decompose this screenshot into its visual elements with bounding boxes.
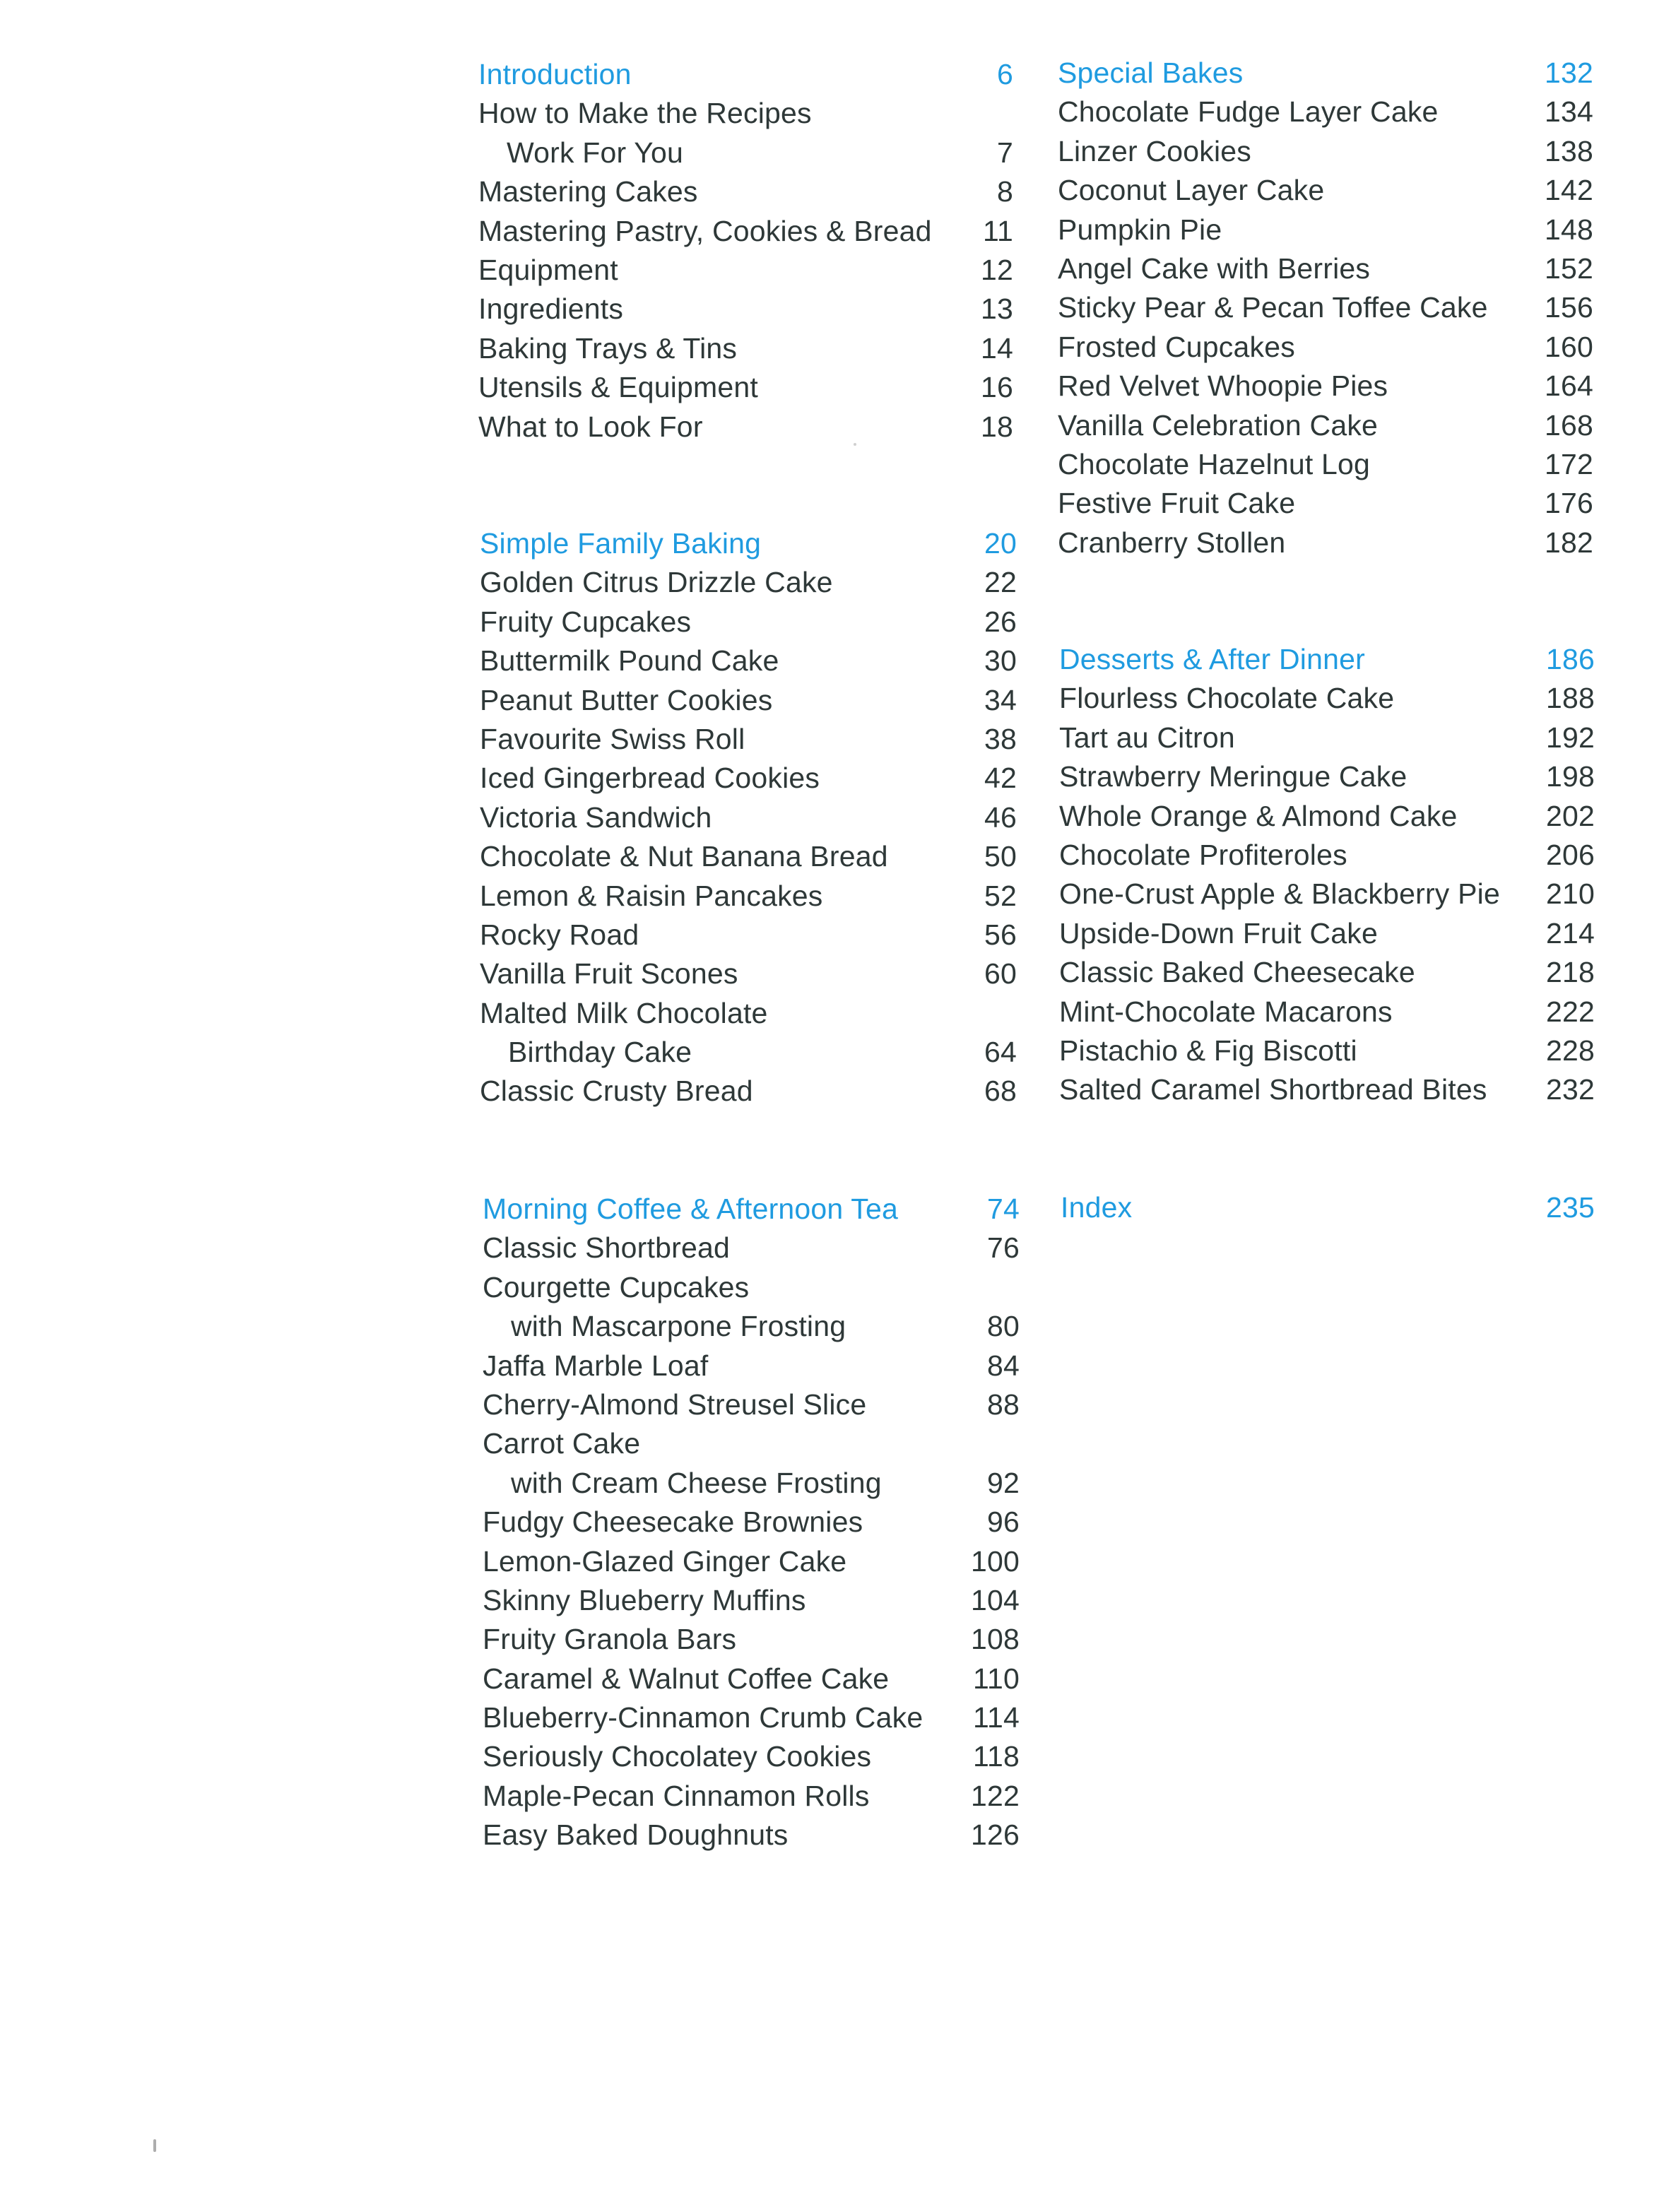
toc-entry-title: Work For You bbox=[507, 136, 684, 169]
toc-entry[interactable] bbox=[1058, 484, 1593, 523]
toc-entry[interactable] bbox=[480, 837, 1017, 876]
toc-entry[interactable] bbox=[483, 1385, 1020, 1424]
toc-entry-title: Tart au Citron bbox=[1059, 721, 1235, 754]
toc-entry-title: Angel Cake with Berries bbox=[1058, 252, 1371, 285]
toc-entry-title: What to Look For bbox=[478, 410, 703, 443]
toc-entry-title: How to Make the Recipes bbox=[478, 97, 812, 130]
toc-entry[interactable] bbox=[1058, 249, 1593, 288]
toc-entry-title: Malted Milk Chocolate bbox=[480, 996, 768, 1029]
toc-entry[interactable] bbox=[1059, 797, 1595, 836]
toc-entry-page: 18 bbox=[980, 410, 1013, 443]
section-heading[interactable] bbox=[483, 1190, 1020, 1229]
section-heading-title: Introduction bbox=[478, 58, 632, 90]
toc-entry[interactable] bbox=[480, 1033, 1017, 1072]
toc-entry-page: 60 bbox=[984, 957, 1017, 990]
toc-entry[interactable] bbox=[478, 134, 1013, 172]
toc-entry[interactable] bbox=[1058, 93, 1593, 131]
toc-entry-page: 168 bbox=[1544, 408, 1593, 442]
toc-entry-page: 108 bbox=[970, 1623, 1020, 1656]
toc-entry-title: Mastering Pastry, Cookies & Bread bbox=[478, 214, 932, 247]
toc-entry-title: Red Velvet Whoopie Pies bbox=[1058, 369, 1388, 403]
toc-entry-title: Baking Trays & Tins bbox=[478, 331, 738, 365]
toc-entry-title: Chocolate & Nut Banana Bread bbox=[480, 840, 888, 873]
toc-entry-page: 172 bbox=[1544, 447, 1593, 480]
toc-entry-title: Mastering Cakes bbox=[478, 175, 698, 208]
toc-entry[interactable] bbox=[480, 563, 1017, 602]
toc-entry[interactable] bbox=[480, 916, 1017, 954]
toc-entry-title: Equipment bbox=[478, 253, 618, 286]
toc-entry-page: 16 bbox=[980, 371, 1013, 404]
toc-entry-page: 12 bbox=[980, 253, 1013, 286]
toc-entry-page: 118 bbox=[973, 1740, 1020, 1773]
toc-entry-title: Golden Citrus Drizzle Cake bbox=[480, 566, 833, 599]
toc-entry-page: 122 bbox=[970, 1779, 1020, 1812]
toc-entry-page: 96 bbox=[986, 1506, 1020, 1539]
toc-entry-title: Vanilla Celebration Cake bbox=[1058, 408, 1379, 442]
toc-entry-page: 126 bbox=[970, 1818, 1020, 1852]
toc-entry[interactable] bbox=[1058, 288, 1593, 327]
toc-entry[interactable] bbox=[483, 1424, 1020, 1463]
toc-entry[interactable] bbox=[1058, 524, 1593, 562]
toc-entry[interactable] bbox=[1058, 211, 1593, 249]
section-heading-title: Desserts & After Dinner bbox=[1059, 643, 1365, 675]
toc-entry[interactable] bbox=[478, 290, 1013, 329]
toc-entry-page: 80 bbox=[986, 1310, 1020, 1343]
toc-entry-page: 110 bbox=[973, 1662, 1020, 1695]
toc-entry[interactable] bbox=[480, 877, 1017, 916]
toc-entry-page: 46 bbox=[984, 800, 1017, 834]
toc-entry-page: 134 bbox=[1544, 95, 1593, 129]
toc-entry-title: Pumpkin Pie bbox=[1058, 213, 1222, 246]
toc-entry[interactable] bbox=[478, 212, 1013, 251]
toc-entry-title: Sticky Pear & Pecan Toffee Cake bbox=[1058, 291, 1488, 324]
toc-entry-page: 92 bbox=[986, 1466, 1020, 1499]
toc-entry-page: 22 bbox=[984, 566, 1017, 599]
toc-entry-page: 138 bbox=[1544, 134, 1593, 167]
toc-entry[interactable] bbox=[1059, 679, 1595, 718]
toc-entry-title: Iced Gingerbread Cookies bbox=[480, 762, 820, 795]
toc-entry[interactable] bbox=[1059, 836, 1595, 875]
toc-entry-page: 11 bbox=[983, 214, 1013, 247]
toc-entry-page: 38 bbox=[984, 722, 1017, 755]
section-heading-title: Index bbox=[1061, 1191, 1133, 1224]
toc-entry-title: Whole Orange & Almond Cake bbox=[1059, 799, 1458, 832]
toc-entry[interactable] bbox=[1059, 953, 1595, 992]
toc-entry-page: 7 bbox=[996, 136, 1013, 169]
toc-entry-title: Classic Baked Cheesecake bbox=[1059, 956, 1415, 989]
toc-entry[interactable] bbox=[478, 408, 1013, 446]
toc-entry-page: 160 bbox=[1544, 330, 1593, 363]
toc-entry-page: 222 bbox=[1545, 995, 1595, 1028]
toc-entry-page: 142 bbox=[1544, 174, 1593, 207]
toc-entry-page: 182 bbox=[1544, 526, 1593, 559]
toc-entry[interactable] bbox=[483, 1307, 1020, 1346]
toc-entry-page: 68 bbox=[984, 1075, 1017, 1108]
toc-entry-title: Seriously Chocolatey Cookies bbox=[483, 1740, 872, 1773]
toc-entry-page: 30 bbox=[984, 644, 1017, 678]
toc-entry[interactable] bbox=[1058, 171, 1593, 210]
toc-entry[interactable] bbox=[480, 641, 1017, 680]
toc-section-special-bakes bbox=[1058, 54, 1593, 562]
section-heading-title: Morning Coffee & Afternoon Tea bbox=[483, 1193, 898, 1225]
section-heading-title: Special Bakes bbox=[1058, 57, 1244, 89]
toc-entry-page: 214 bbox=[1545, 916, 1595, 950]
toc-entry-title: Jaffa Marble Loaf bbox=[483, 1349, 709, 1382]
toc-entry-title: Peanut Butter Cookies bbox=[480, 683, 773, 716]
toc-entry-page: 188 bbox=[1545, 682, 1595, 715]
toc-entry-page: 52 bbox=[984, 879, 1017, 912]
toc-entry-title: Coconut Layer Cake bbox=[1058, 174, 1325, 207]
toc-entry[interactable] bbox=[483, 1816, 1020, 1855]
toc-entry[interactable] bbox=[1058, 367, 1593, 406]
section-heading[interactable] bbox=[1061, 1188, 1595, 1227]
toc-entry[interactable] bbox=[1059, 993, 1595, 1031]
toc-entry-page: 206 bbox=[1545, 838, 1595, 871]
toc-entry-title: Vanilla Fruit Scones bbox=[480, 957, 738, 990]
toc-entry-page: 8 bbox=[996, 175, 1013, 208]
toc-entry-page: 56 bbox=[984, 918, 1017, 951]
toc-section-index bbox=[1061, 1188, 1595, 1227]
toc-entry[interactable] bbox=[483, 1464, 1020, 1503]
toc-entry-page: 13 bbox=[980, 292, 1013, 326]
toc-section-simple-family-baking bbox=[480, 524, 1017, 1111]
toc-entry[interactable] bbox=[1058, 328, 1593, 367]
section-heading[interactable] bbox=[1059, 640, 1595, 679]
toc-entry-title: Cherry-Almond Streusel Slice bbox=[483, 1388, 867, 1421]
toc-entry-page: 34 bbox=[984, 683, 1017, 716]
toc-entry[interactable] bbox=[480, 994, 1017, 1033]
toc-entry-title: Chocolate Hazelnut Log bbox=[1058, 447, 1371, 480]
toc-section-introduction bbox=[478, 55, 1013, 446]
toc-entry[interactable] bbox=[1059, 1070, 1595, 1109]
section-heading-page: 20 bbox=[984, 527, 1017, 560]
toc-entry[interactable] bbox=[483, 1737, 1020, 1776]
toc-entry-title: Flourless Chocolate Cake bbox=[1059, 682, 1395, 715]
toc-entry[interactable] bbox=[483, 1777, 1020, 1816]
toc-entry-page: 64 bbox=[984, 1036, 1017, 1069]
toc-entry-title: Maple-Pecan Cinnamon Rolls bbox=[483, 1779, 870, 1812]
toc-entry-title: Linzer Cookies bbox=[1058, 134, 1251, 167]
toc-entry-title: Lemon-Glazed Ginger Cake bbox=[483, 1544, 847, 1578]
toc-entry-title: Strawberry Meringue Cake bbox=[1059, 760, 1408, 793]
toc-entry-page: 192 bbox=[1545, 721, 1595, 754]
toc-entry-title: with Mascarpone Frosting bbox=[511, 1310, 846, 1343]
toc-entry-page: 76 bbox=[986, 1231, 1020, 1265]
toc-entry[interactable] bbox=[478, 251, 1013, 290]
toc-entry[interactable] bbox=[483, 1698, 1020, 1737]
toc-entry[interactable] bbox=[1058, 445, 1593, 484]
section-heading-page: 186 bbox=[1545, 643, 1595, 675]
toc-entry[interactable] bbox=[478, 94, 1013, 133]
toc-entry-page: 228 bbox=[1545, 1034, 1595, 1067]
toc-entry-title: Courgette Cupcakes bbox=[483, 1270, 750, 1303]
toc-entry-title: Buttermilk Pound Cake bbox=[480, 644, 779, 678]
toc-entry-title: Favourite Swiss Roll bbox=[480, 722, 745, 755]
toc-entry-page: 42 bbox=[984, 762, 1017, 795]
toc-entry-page: 232 bbox=[1545, 1073, 1595, 1106]
toc-entry-page: 148 bbox=[1544, 213, 1593, 246]
toc-entry-page: 218 bbox=[1545, 956, 1595, 989]
toc-entry-page: 114 bbox=[973, 1701, 1020, 1734]
toc-entry-title: Chocolate Profiteroles bbox=[1059, 838, 1347, 871]
toc-entry-title: Festive Fruit Cake bbox=[1058, 487, 1296, 520]
toc-entry[interactable] bbox=[480, 954, 1017, 993]
toc-entry[interactable] bbox=[480, 603, 1017, 641]
toc-section-morning-coffee bbox=[483, 1190, 1020, 1855]
scan-speck bbox=[153, 2139, 156, 2152]
toc-entry-title: Frosted Cupcakes bbox=[1058, 330, 1295, 363]
toc-entry-page: 100 bbox=[970, 1544, 1020, 1578]
toc-entry-page: 152 bbox=[1544, 252, 1593, 285]
toc-entry-title: Fruity Granola Bars bbox=[483, 1623, 737, 1656]
toc-entry-title: Fudgy Cheesecake Brownies bbox=[483, 1506, 863, 1539]
toc-entry-title: Upside-Down Fruit Cake bbox=[1059, 916, 1378, 950]
toc-entry-title: Caramel & Walnut Coffee Cake bbox=[483, 1662, 890, 1695]
toc-entry[interactable] bbox=[483, 1660, 1020, 1698]
section-heading[interactable] bbox=[480, 524, 1017, 563]
toc-entry-page: 156 bbox=[1544, 291, 1593, 324]
toc-entry-page: 88 bbox=[986, 1388, 1020, 1421]
toc-entry-page: 164 bbox=[1544, 369, 1593, 403]
section-heading-title: Simple Family Baking bbox=[480, 527, 762, 560]
toc-entry-title: Classic Shortbread bbox=[483, 1231, 730, 1265]
toc-entry[interactable] bbox=[483, 1268, 1020, 1307]
toc-section-desserts bbox=[1059, 640, 1595, 1110]
toc-entry[interactable] bbox=[483, 1347, 1020, 1385]
toc-entry-title: Classic Crusty Bread bbox=[480, 1075, 753, 1108]
toc-entry[interactable] bbox=[1059, 718, 1595, 757]
toc-entry-title: Birthday Cake bbox=[508, 1036, 692, 1069]
toc-entry-page: 26 bbox=[984, 605, 1017, 638]
toc-entry-title: Skinny Blueberry Muffins bbox=[483, 1583, 806, 1616]
toc-entry-title: Fruity Cupcakes bbox=[480, 605, 692, 638]
toc-entry[interactable] bbox=[480, 681, 1017, 720]
section-heading-page: 6 bbox=[996, 58, 1013, 90]
toc-entry-title: One-Crust Apple & Blackberry Pie bbox=[1059, 877, 1500, 911]
section-heading-page: 74 bbox=[986, 1193, 1020, 1225]
toc-entry-title: Cranberry Stollen bbox=[1058, 526, 1286, 559]
section-heading-page: 132 bbox=[1544, 57, 1593, 89]
toc-entry[interactable] bbox=[483, 1229, 1020, 1267]
toc-entry[interactable] bbox=[483, 1620, 1020, 1659]
toc-entry-title: Salted Caramel Shortbread Bites bbox=[1059, 1073, 1487, 1106]
toc-entry[interactable] bbox=[1059, 1031, 1595, 1070]
section-heading-page: 235 bbox=[1545, 1191, 1595, 1224]
toc-entry-title: Mint-Chocolate Macarons bbox=[1059, 995, 1393, 1028]
toc-entry[interactable] bbox=[1059, 875, 1595, 913]
toc-entry-page: 50 bbox=[984, 840, 1017, 873]
toc-entry[interactable] bbox=[478, 172, 1013, 211]
toc-entry[interactable] bbox=[478, 329, 1013, 368]
toc-entry-title: Pistachio & Fig Biscotti bbox=[1059, 1034, 1357, 1067]
toc-entry-page: 202 bbox=[1545, 799, 1595, 832]
toc-entry-title: Rocky Road bbox=[480, 918, 639, 951]
toc-entry-page: 84 bbox=[986, 1349, 1020, 1382]
toc-entry[interactable] bbox=[1058, 132, 1593, 171]
toc-entry[interactable] bbox=[480, 720, 1017, 759]
toc-entry[interactable] bbox=[480, 798, 1017, 837]
toc-entry-page: 104 bbox=[970, 1583, 1020, 1616]
toc-entry-title: Blueberry-Cinnamon Crumb Cake bbox=[483, 1701, 923, 1734]
toc-entry[interactable] bbox=[483, 1581, 1020, 1620]
scan-speck bbox=[854, 443, 856, 446]
section-heading[interactable] bbox=[1058, 54, 1593, 93]
toc-entry-title: Lemon & Raisin Pancakes bbox=[480, 879, 823, 912]
toc-entry-title: Carrot Cake bbox=[483, 1427, 641, 1460]
toc-entry-title: Ingredients bbox=[478, 292, 624, 326]
toc-entry-title: Easy Baked Doughnuts bbox=[483, 1818, 789, 1852]
toc-entry[interactable] bbox=[1059, 757, 1595, 796]
toc-entry-title: Utensils & Equipment bbox=[478, 371, 758, 404]
toc-entry-page: 198 bbox=[1545, 760, 1595, 793]
toc-entry-page: 210 bbox=[1545, 877, 1595, 911]
toc-entry-title: with Cream Cheese Frosting bbox=[511, 1466, 882, 1499]
toc-entry-title: Chocolate Fudge Layer Cake bbox=[1058, 95, 1439, 129]
section-heading[interactable] bbox=[478, 55, 1013, 94]
toc-entry[interactable] bbox=[480, 1072, 1017, 1111]
toc-entry[interactable] bbox=[480, 759, 1017, 798]
toc-entry[interactable] bbox=[1059, 914, 1595, 953]
toc-entry[interactable] bbox=[478, 368, 1013, 407]
toc-entry[interactable] bbox=[1058, 406, 1593, 445]
toc-entry[interactable] bbox=[483, 1503, 1020, 1542]
toc-entry-title: Victoria Sandwich bbox=[480, 800, 712, 834]
toc-entry-page: 176 bbox=[1544, 487, 1593, 520]
toc-entry-page: 14 bbox=[980, 331, 1013, 365]
toc-entry[interactable] bbox=[483, 1542, 1020, 1581]
